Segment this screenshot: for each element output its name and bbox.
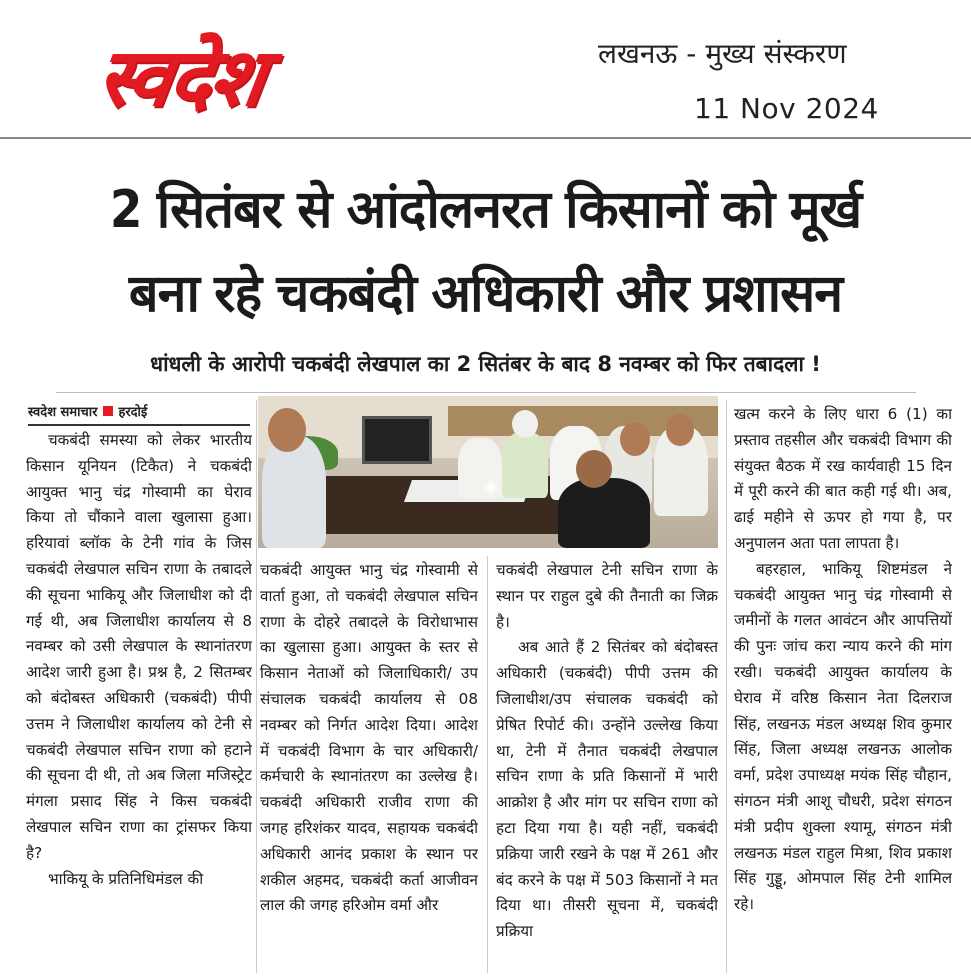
photo-monitor [362, 416, 432, 464]
headline-line-1: 2 सितंबर से आंदोलनरत किसानों को मूर्ख [109, 180, 862, 240]
column-divider [726, 400, 727, 973]
subheadline-divider [56, 392, 916, 393]
byline-place: हरदोई [118, 405, 148, 420]
photo-person [502, 432, 548, 498]
photo-person-head [666, 414, 694, 446]
byline-square-icon [103, 406, 113, 416]
photo-person [558, 478, 650, 548]
byline-divider [28, 424, 250, 426]
edition-date: 11 Nov 2024 [694, 92, 879, 125]
photo-person [262, 436, 326, 548]
article-headline [0, 168, 971, 336]
paragraph: बहरहाल, भाकियू शिष्टमंडल ने चकबंदी आयुक्त भानु चंद्र गोस्वामी से जमीनों के गलत आवंटन और आपत्तियों की पुनः जांच करा न्याय करने की मांग रखी। चकबंदी आयुक्त कार्यालय के घेराव में वरिष्ठ किसान नेता दिलराज सिंह, लखनऊ मंडल अध्यक्ष शिव कुमार सिंह, जिला अध्यक्ष लखनऊ आलोक वर्मा, प्रदेश उपाध्यक्ष मयंक सिंह चौहान, संगठन मंत्री आशू चौधरी, प्रदेश संगठन मंत्री प्रदीप शुक्ला श्यामू, संगठन मंत्री लखनऊ मंडल राहुल मिश्रा, शिव प्रकाश सिंह गुड्डू, ओमपाल सिंह टेनी शामिल रहे। [734, 559, 952, 914]
paragraph: चकबंदी समस्या को लेकर भारतीय किसान यूनियन (टिकैत) ने चकबंदी आयुक्त भानु चंद्र गोस्वामी का घेराव किया तो चौंकाने वाला खुलासा हुआ। हरियावां ब्लॉक के टेनी गांव के जिस चकबंदी लेखपाल सचिन राणा के तबादले की सूचना भाकियू और जिलाधीश को दी गई थी, अब जिलाधीश कार्यालय से 8 नवम्बर को उसी लेखपाल के स्थानांतरण आदेश जारी हुआ है। प्रश्न है, 2 सितम्बर को बंदोबस्त अधिकारी (चकबंदी) पीपी उत्तम ने जिलाधीश कार्यालय को टेनी से चकबंदी लेखपाल सचिन राणा को हटाने की सूचना दी थी, तो अब जिला मजिस्ट्रेट मंगला प्रसाद सिंह ने किस चकबंदी लेखपाल सचिन राणा का ट्रांसफर किया है? [26, 431, 252, 862]
photo-person-head [512, 410, 538, 438]
article-column-4 [734, 402, 952, 973]
photo-person-head [620, 422, 650, 456]
paragraph: भाकियू के प्रतिनिधिमंडल की [48, 869, 204, 888]
byline-source: स्वदेश समाचार [28, 405, 98, 420]
paragraph: खत्म करने के लिए धारा 6 (1) का प्रस्ताव तहसील और चकबंदी विभाग की संयुक्त बैठक में रख कार्यवाही 15 दिन में पूरी करने की बात कही गई थी। अब, ढाई महीने से ऊपर हो गया है, पर अनुपालन अता पता लापता है। [734, 405, 952, 552]
edition-label: लखनऊ - मुख्य संस्करण [598, 37, 847, 70]
masthead-divider [0, 137, 971, 139]
paragraph: चकबंदी लेखपाल टेनी सचिन राणा के स्थान पर राहुल दुबे की तैनाती का जिक्र है। [496, 561, 718, 631]
article-column-1 [26, 428, 252, 973]
paragraph: चकबंदी आयुक्त भानु चंद्र गोस्वामी से वार्ता हुआ, तो चकबंदी लेखपाल सचिन राणा के दोहरे तबादले के विरोधाभास का खुलासा हुआ। आयुक्त के स्तर से किसान नेताओं को जिलाधिकारी/ उप संचालक चकबंदी कार्यालय से 08 नवम्बर को निर्गत आदेश दिया। आदेश में चकबंदी विभाग के चार अधिकारी/कर्मचारी के स्थानांतरण का उल्लेख है। चकबंदी अधिकारी राजीव राणा की जगह हरिशंकर यादव, सहायक चकबंदी अधिकारी आनंद प्रकाश के स्थान पर शकील अहमद, चकबंदी कर्ता आजीवन लाल की जगह हरिओम वर्मा और [260, 561, 478, 915]
article-photo [258, 396, 718, 548]
article-column-3 [496, 558, 718, 973]
headline-line-2: बना रहे चकबंदी अधिकारी और प्रशासन [128, 264, 843, 324]
camera-icon: ◉ [484, 476, 498, 495]
article-subheadline: धांधली के आरोपी चकबंदी लेखपाल का 2 सितंबर के बाद 8 नवम्बर को फिर तबादला ! [150, 352, 821, 376]
photo-person-head [576, 450, 612, 488]
column-divider [256, 400, 257, 973]
photo-person-head [268, 408, 306, 452]
newspaper-logo: स्वदेश [91, 31, 270, 124]
paragraph: अब आते हैं 2 सितंबर को बंदोबस्त अधिकारी (चकबंदी) पीपी उत्तम की जिलाधीश/उप संचालक चकबंदी को प्रेषित रिपोर्ट की। उन्होंने उल्लेख किया था, टेनी में तैनात चकबंदी लेखपाल सचिन राणा के प्रति किसानों में भारी आक्रोश है और मांग पर सचिन राणा को हटा दिया गया है। यही नहीं, चकबंदी प्रक्रिया जारी रखने के पक्ष में 261 और बंद करने के पक्ष में 503 किसानों ने मत दिया था। तीसरी सूचना में, चकबंदी प्रक्रिया [496, 638, 718, 941]
article-column-2 [260, 558, 478, 973]
masthead [0, 0, 971, 137]
byline [28, 402, 147, 420]
column-divider [487, 556, 488, 973]
